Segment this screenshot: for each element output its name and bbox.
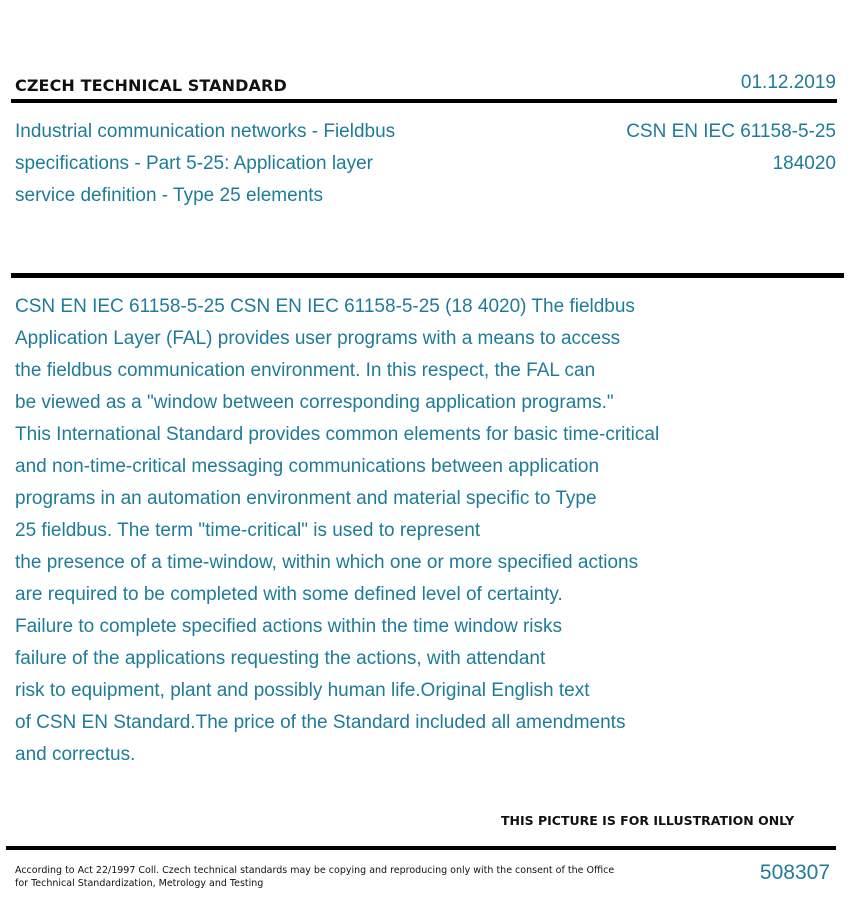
description-line: are required to be completed with some defined level of certainty. [15,584,563,605]
title-line: Industrial communication networks - Fieldbus [15,121,396,142]
legal-notice [15,864,615,890]
title-line: specifications - Part 5-25: Application layer [15,153,374,174]
standard-description [15,291,775,771]
description-line: failure of the applications requesting the actions, with attendant [15,648,546,669]
title-line: service definition - Type 25 elements [15,185,324,206]
footer-rule [6,846,836,850]
issue-date: 01.12.2019 [740,72,836,93]
description-line: be viewed as a "window between corresponding application programs." [15,392,614,413]
description-line: Application Layer (FAL) provides user programs with a means to access [15,328,621,349]
legal-line: for Technical Standardization, Metrology and Testing [15,878,264,889]
standard-designation: CSN EN IEC 61158-5-25 [626,121,836,142]
description-line: This International Standard provides common elements for basic time-critical [15,424,660,445]
description-line: and non-time-critical messaging communications between application [15,456,600,477]
description-line: and correctus. [15,744,136,765]
illustration-note: THIS PICTURE IS FOR ILLUSTRATION ONLY [501,813,795,828]
legal-line: According to Act 22/1997 Coll. Czech technical standards may be copying and reproducing only with the consent of the Office [15,865,615,876]
description-line: CSN EN IEC 61158-5-25 CSN EN IEC 61158-5-25 (18 4020) The fieldbus [15,296,635,317]
description-line: programs in an automation environment and material specific to Type [15,488,597,509]
header-label: CZECH TECHNICAL STANDARD [15,76,287,95]
description-line: of CSN EN Standard.The price of the Standard included all amendments [15,712,626,733]
header-rule [11,99,837,103]
standard-designation-block [626,116,836,180]
description-line: risk to equipment, plant and possibly human life.Original English text [15,680,590,701]
description-line: 25 fieldbus. The term "time-critical" is used to represent [15,520,481,541]
document-code: 508307 [759,861,830,884]
section-rule [11,273,844,278]
standard-title [15,116,485,212]
description-line: the fieldbus communication environment. In this respect, the FAL can [15,360,596,381]
classification-code: 184020 [772,153,836,174]
description-line: Failure to complete specified actions within the time window risks [15,616,563,637]
description-line: the presence of a time-window, within which one or more specified actions [15,552,639,573]
